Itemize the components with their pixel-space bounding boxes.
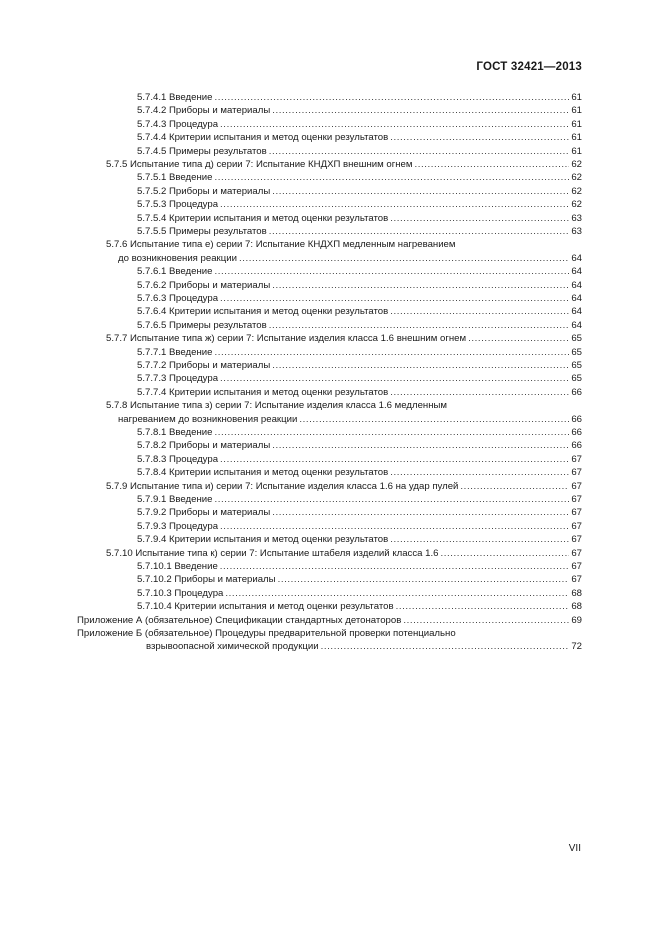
toc-dot-leader — [220, 520, 569, 533]
toc-dot-leader — [220, 118, 569, 131]
toc-entry[interactable] — [137, 279, 582, 292]
toc-dot-leader — [272, 439, 569, 452]
toc-entry-page: 64 — [571, 306, 582, 318]
toc-entry-page: 67 — [571, 547, 582, 559]
toc-entry-title: 5.7.10.4 Критерии испытания и метод оценки результатов — [137, 601, 394, 613]
toc-dot-leader — [214, 171, 569, 184]
toc-entry-page: 66 — [571, 427, 582, 438]
toc-entry-page: 64 — [571, 252, 582, 264]
toc-entry[interactable] — [137, 185, 582, 198]
toc-entry-title: 5.7.9 Испытание типа и) серии 7: Испытание изделия класса 1.6 на удар пулей — [106, 480, 459, 492]
toc-dot-leader — [403, 614, 569, 627]
toc-entry-title: 5.7.7.3 Процедура — [137, 373, 219, 385]
toc-entry-title: Приложение Б (обязательное) Процедуры предварительной проверки потенциально — [77, 628, 456, 639]
toc-entry-page: 61 — [571, 92, 582, 103]
toc-entry[interactable] — [77, 614, 582, 627]
toc-entry[interactable] — [137, 466, 582, 479]
toc-entry-page: 67 — [571, 561, 582, 572]
toc-entry-title: 5.7.9.1 Введение — [137, 494, 213, 505]
toc-dot-leader — [272, 506, 569, 519]
toc-entry[interactable] — [137, 600, 582, 613]
toc-entry[interactable] — [106, 158, 582, 171]
toc-entry-title: 5.7.10.3 Процедура — [137, 587, 224, 599]
toc-entry-page: 68 — [571, 601, 582, 613]
toc-entry-title: 5.7.4.5 Примеры результатов — [137, 145, 267, 157]
toc-entry-page: 66 — [571, 440, 582, 452]
toc-dot-leader — [220, 198, 569, 211]
toc-entry-title: 5.7.6.5 Примеры результатов — [137, 319, 267, 331]
toc-entry-page: 61 — [571, 145, 582, 157]
toc-dot-leader — [390, 305, 569, 318]
toc-dot-leader — [299, 413, 569, 426]
toc-entry-page: 67 — [571, 480, 582, 492]
toc-entry[interactable] — [137, 104, 582, 117]
toc-entry-page: 65 — [571, 346, 582, 358]
toc-dot-leader — [390, 533, 569, 546]
toc-entry-page: 67 — [571, 534, 582, 546]
toc-entry[interactable] — [137, 91, 582, 104]
toc-dot-leader — [390, 212, 569, 225]
toc-dot-leader — [220, 372, 569, 385]
toc-entry-title: 5.7.9.4 Критерии испытания и метод оценки результатов — [137, 534, 389, 546]
toc-entry[interactable] — [137, 118, 582, 131]
toc-entry[interactable] — [137, 426, 582, 439]
toc-entry-page: 64 — [571, 279, 582, 291]
toc-dot-leader — [278, 573, 570, 586]
toc-entry-page: 62 — [571, 199, 582, 211]
toc-entry-title: 5.7.5.4 Критерии испытания и метод оценки результатов — [137, 212, 389, 224]
toc-entry-title: 5.7.8.2 Приборы и материалы — [137, 440, 271, 452]
toc-entry[interactable] — [118, 252, 582, 265]
toc-entry-title: 5.7.4.1 Введение — [137, 92, 213, 103]
toc-entry[interactable] — [106, 332, 582, 345]
toc-entry-title: 5.7.5.1 Введение — [137, 172, 213, 184]
document-header: ГОСТ 32421—2013 — [476, 61, 582, 73]
toc-dot-leader — [272, 279, 569, 292]
toc-entry-page: 62 — [571, 159, 582, 170]
toc-dot-leader — [440, 547, 569, 560]
toc-entry[interactable] — [137, 359, 582, 372]
toc-dot-leader — [239, 252, 569, 265]
toc-entry[interactable] — [137, 573, 582, 586]
toc-entry[interactable] — [137, 171, 582, 184]
toc-entry-page: 62 — [571, 172, 582, 184]
toc-entry[interactable] — [137, 265, 582, 278]
toc-entry-title: 5.7.6.1 Введение — [137, 266, 213, 278]
page-number: VII — [568, 843, 581, 854]
toc-entry-page: 61 — [571, 132, 582, 144]
toc-dot-leader — [468, 332, 569, 345]
toc-entry[interactable] — [106, 547, 582, 560]
toc-entry[interactable] — [137, 145, 582, 158]
toc-entry-title: 5.7.6.4 Критерии испытания и метод оценки результатов — [137, 306, 389, 318]
toc-entry-title: взрывоопасной химической продукции — [146, 641, 319, 653]
toc-entry-page: 66 — [571, 386, 582, 398]
toc-entry[interactable] — [137, 372, 582, 385]
toc-entry[interactable] — [137, 319, 582, 332]
toc-entry-title: нагреванием до возникновения реакции — [118, 413, 298, 425]
toc-dot-leader — [220, 453, 569, 466]
toc-dot-leader — [214, 91, 569, 104]
toc-entry[interactable] — [146, 640, 582, 653]
toc-entry-title: 5.7.8 Испытание типа з) серии 7: Испытание изделия класса 1.6 медленным — [106, 400, 448, 412]
toc-dot-leader — [396, 600, 570, 613]
toc-entry-title: 5.7.7.1 Введение — [137, 346, 213, 358]
toc-entry-page: 67 — [571, 467, 582, 479]
toc-entry[interactable] — [137, 560, 582, 573]
toc-entry-title: 5.7.10.2 Приборы и материалы — [137, 574, 276, 586]
toc-entry-title: 5.7.9.3 Процедура — [137, 520, 219, 532]
toc-entry-title: 5.7.9.2 Приборы и материалы — [137, 507, 271, 519]
toc-entry[interactable] — [137, 587, 582, 600]
toc-entry-title: 5.7.6.2 Приборы и материалы — [137, 279, 271, 291]
toc-entry-page: 67 — [571, 520, 582, 532]
toc-entry-page: 67 — [571, 494, 582, 505]
toc-entry-page: 62 — [571, 185, 582, 197]
toc-entry[interactable] — [137, 453, 582, 466]
toc-entry-title: 5.7.7.2 Приборы и материалы — [137, 360, 271, 371]
toc-entry[interactable] — [106, 238, 456, 251]
toc-entry-page: 61 — [571, 118, 582, 130]
toc-entry-title: 5.7.5.3 Процедура — [137, 199, 219, 211]
toc-dot-leader — [269, 225, 570, 238]
toc-entry-title: Приложение А (обязательное) Спецификации стандартных детонаторов — [77, 614, 402, 626]
toc-dot-leader — [269, 319, 570, 332]
toc-entry-title: 5.7.10.1 Введение — [137, 561, 218, 572]
toc-entry-title: 5.7.7 Испытание типа ж) серии 7: Испытание изделия класса 1.6 внешним огнем — [106, 333, 467, 345]
toc-entry[interactable] — [77, 627, 456, 640]
toc-entry-title: 5.7.8.4 Критерии испытания и метод оценки результатов — [137, 467, 389, 479]
toc-dot-leader — [269, 145, 570, 158]
toc-entry-page: 67 — [571, 453, 582, 465]
toc-entry-page: 65 — [571, 333, 582, 345]
toc-entry-page: 66 — [571, 413, 582, 425]
toc-dot-leader — [414, 158, 569, 171]
toc-entry-page: 64 — [571, 319, 582, 331]
toc-entry[interactable] — [137, 533, 582, 546]
toc-dot-leader — [390, 466, 569, 479]
toc-entry-title: 5.7.8.1 Введение — [137, 427, 213, 438]
toc-entry-page: 68 — [571, 587, 582, 599]
toc-entry-page: 64 — [571, 266, 582, 278]
toc-entry[interactable] — [137, 212, 582, 225]
toc-dot-leader — [460, 480, 569, 493]
toc-dot-leader — [225, 587, 569, 600]
toc-entry-page: 72 — [571, 641, 582, 653]
toc-entry[interactable] — [137, 292, 582, 305]
toc-dot-leader — [214, 346, 569, 359]
toc-entry-title: 5.7.6 Испытание типа е) серии 7: Испытание КНДХП медленным нагреванием — [106, 239, 456, 251]
toc-dot-leader — [272, 185, 569, 198]
toc-entry-page: 61 — [571, 105, 582, 117]
toc-entry-title: 5.7.4.2 Приборы и материалы — [137, 105, 271, 117]
toc-entry-page: 67 — [571, 507, 582, 519]
toc-dot-leader — [272, 359, 569, 372]
toc-entry[interactable] — [106, 399, 447, 412]
toc-dot-leader — [220, 560, 570, 573]
toc-entry[interactable] — [137, 520, 582, 533]
toc-dot-leader — [220, 292, 569, 305]
toc-dot-leader — [214, 493, 569, 506]
toc-dot-leader — [214, 265, 569, 278]
toc-entry[interactable] — [137, 346, 582, 359]
toc-entry[interactable] — [137, 439, 582, 452]
toc-dot-leader — [272, 104, 569, 117]
toc-entry-title: 5.7.6.3 Процедура — [137, 293, 219, 304]
toc-entry[interactable] — [106, 480, 582, 493]
toc-entry[interactable] — [137, 493, 582, 506]
toc-entry-page: 63 — [571, 226, 582, 237]
toc-dot-leader — [390, 131, 569, 144]
toc-entry[interactable] — [118, 413, 582, 426]
toc-entry[interactable] — [137, 386, 582, 399]
toc-entry-title: 5.7.8.3 Процедура — [137, 453, 219, 465]
toc-entry-page: 65 — [571, 360, 582, 371]
toc-entry[interactable] — [137, 305, 582, 318]
toc-entry-page: 63 — [571, 212, 582, 224]
toc-entry[interactable] — [137, 225, 582, 238]
toc-entry-title: 5.7.7.4 Критерии испытания и метод оценки результатов — [137, 386, 389, 398]
toc-dot-leader — [214, 426, 569, 439]
toc-entry-title: 5.7.5.5 Примеры результатов — [137, 226, 267, 237]
toc-entry[interactable] — [137, 131, 582, 144]
toc-entry-title: 5.7.5 Испытание типа д) серии 7: Испытание КНДХП внешним огнем — [106, 159, 413, 170]
toc-entry-page: 65 — [571, 373, 582, 385]
toc-entry-title: 5.7.10 Испытание типа к) серии 7: Испытание штабеля изделий класса 1.6 — [106, 547, 439, 559]
toc-entry[interactable] — [137, 506, 582, 519]
toc-entry-title: 5.7.4.3 Процедура — [137, 118, 219, 130]
toc-entry-page: 67 — [571, 574, 582, 586]
toc-entry[interactable] — [137, 198, 582, 211]
toc-entry-page: 64 — [571, 293, 582, 304]
toc-entry-page: 69 — [571, 614, 582, 626]
toc-entry-title: 5.7.5.2 Приборы и материалы — [137, 185, 271, 197]
toc-entry-title: 5.7.4.4 Критерии испытания и метод оценки результатов — [137, 132, 389, 144]
toc-dot-leader — [321, 640, 570, 653]
toc-dot-leader — [390, 386, 569, 399]
toc-entry-title: до возникновения реакции — [118, 252, 237, 264]
